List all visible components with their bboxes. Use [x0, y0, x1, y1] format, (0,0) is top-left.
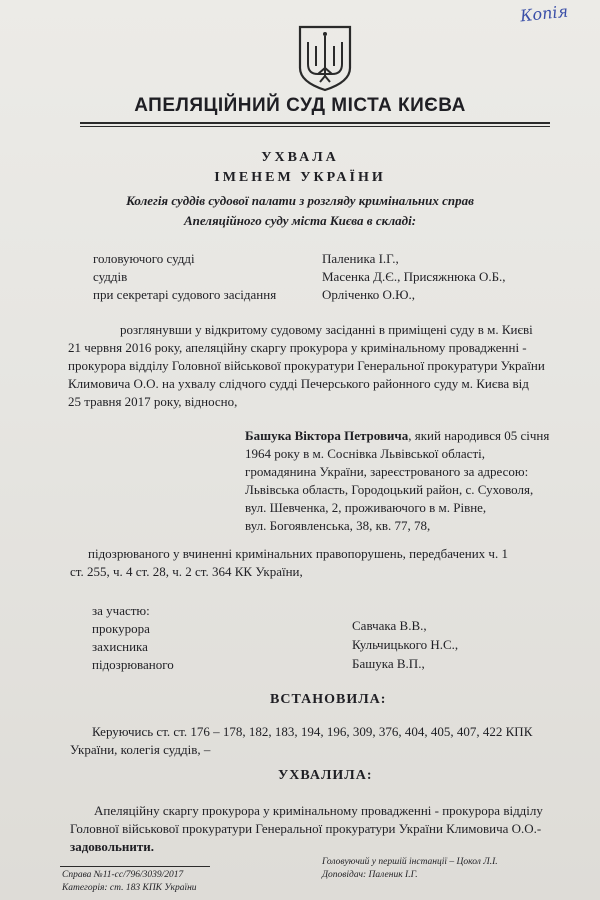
participation-name: Кульчицького Н.С.,	[352, 637, 459, 652]
suspect-line: підозрюваного у вчиненні кримінальних правопорушень, передбачених ч. 1	[88, 546, 508, 561]
header-rule-thick	[80, 122, 550, 124]
panel-line-1: Колегія суддів судової палати з розгляду кримінальних справ	[126, 193, 474, 208]
guided-line: України, колегія суддів, –	[70, 742, 211, 757]
case-number: Справа №11-сс/796/3039/2017	[62, 870, 184, 880]
established-heading: ВСТАНОВИЛА:	[270, 692, 387, 707]
resolved-heading: УХВАЛИЛА:	[278, 768, 373, 783]
person-line: вул. Богоявленська, 38, кв. 77, 78,	[245, 518, 431, 533]
person-line: , який народився 05 січня	[408, 428, 550, 443]
composition-role: суддів	[93, 269, 128, 284]
intro-line: розглянувши у відкритому судовому засіданні в приміщені суду в м. Києві	[120, 322, 533, 337]
intro-line: 21 червня 2016 року, апеляційну скаргу прокурора у кримінальному провадженні -	[68, 340, 527, 355]
participation-name: Башука В.П.,	[352, 656, 425, 671]
participation-header: за участю:	[92, 603, 150, 618]
suspect-line: ст. 255, ч. 4 ст. 28, ч. 2 ст. 364 КК України,	[70, 564, 303, 579]
participation-role: прокурора	[92, 621, 150, 636]
footer-rule	[60, 866, 210, 867]
person-line: вул. Шевченка, 2, проживаючого в м. Рівне,	[245, 500, 487, 515]
intro-line: прокурора відділу Головної військової прокуратури Генеральної прокуратури України	[68, 358, 545, 373]
person-line: громадянина України, зареєстрованого за адресою:	[245, 464, 529, 479]
intro-line: Климовича О.О. на ухвалу слідчого судді Печерського районного суду м. Києва від	[68, 376, 529, 391]
first-instance-judge: Головуючий у першій інстанції – Цокол Л.І.	[322, 857, 498, 867]
composition-role: головуючого судді	[93, 251, 195, 266]
participation-role: підозрюваного	[92, 657, 174, 672]
person-first-line	[245, 428, 549, 444]
panel-line-2: Апеляційного суду міста Києва в складі:	[183, 213, 417, 228]
composition-name: Паленика І.Г.,	[322, 251, 399, 266]
document-title: УХВАЛА	[261, 150, 339, 165]
case-category: Категорія: ст. 183 КПК України	[62, 883, 197, 893]
person-line: Львівська область, Городоцький район, с. Суховоля,	[245, 482, 534, 497]
resolution-bold: задовольнити.	[70, 839, 155, 854]
composition-name: Масенка Д.Є., Присяжнюка О.Б.,	[322, 269, 506, 284]
coat-of-arms-icon	[296, 24, 354, 92]
participation-name: Савчака В.В.,	[352, 618, 427, 633]
resolution-line: Головної військової прокуратури Генеральної прокуратури України Климовича О.О.-	[70, 821, 542, 836]
composition-role: при секретарі судового засідання	[93, 287, 277, 302]
person-name: Башука Віктора Петровича	[245, 428, 409, 443]
document-subtitle: ІМЕНЕМ УКРАЇНИ	[214, 170, 386, 185]
intro-line: 25 травня 2017 року, відносно,	[68, 394, 238, 409]
rapporteur: Доповідач: Паленик І.Г.	[322, 870, 418, 880]
court-name: АПЕЛЯЦІЙНИЙ СУД МІСТА КИЄВА	[134, 95, 466, 116]
resolution-line: Апеляційну скаргу прокурора у кримінальному провадженні - прокурора відділу	[94, 803, 543, 818]
person-line: 1964 року в м. Соснівка Львівської області,	[245, 446, 485, 461]
composition-name: Орліченко О.Ю.,	[322, 287, 415, 302]
header-rule-thin	[80, 126, 550, 127]
handwritten-note: Копія	[519, 1, 569, 26]
participation-role: захисника	[92, 639, 148, 654]
guided-line: Керуючись ст. ст. 176 – 178, 182, 183, 194, 196, 309, 376, 404, 405, 407, 422 КПК	[92, 724, 533, 739]
